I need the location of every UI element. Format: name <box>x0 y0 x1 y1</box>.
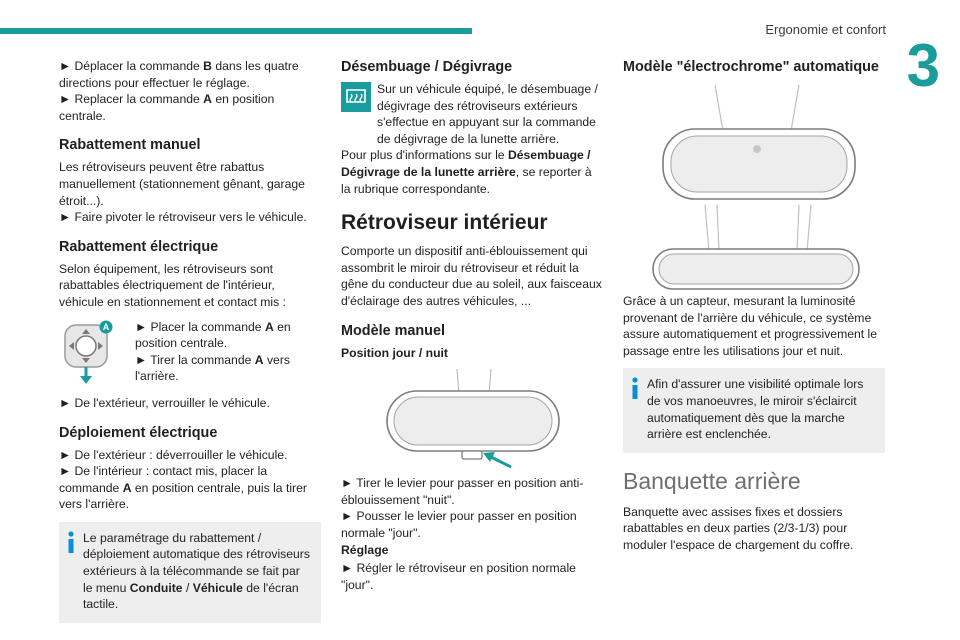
bullet-night: ► Tirer le levier pour passer en position anti-éblouissement "nuit". <box>341 475 603 508</box>
text-retroviseur-interieur: Comporte un dispositif anti-éblouissement qui assombrit le miroir du rétroviseur et réduit la gêne du conducteur due au soleil, aux faisceaux d'éclairage des autres véhicules, ... <box>341 244 602 308</box>
header-accent-bar <box>0 28 472 34</box>
manual-mirror-illustration <box>341 363 603 475</box>
rear-defrost-icon <box>341 82 371 112</box>
info-text-reverse: Afin d'assurer une visibilité optimale lors de vos manoeuvres, le miroir s'éclaircit automatiquement dès que la marche arrière est enclenchée. <box>647 377 864 442</box>
heading-deploiement-electrique: Déploiement électrique <box>59 424 218 441</box>
heading-banquette: Banquette arrière <box>623 467 801 494</box>
bullet-move-b: ► Déplacer la commande B dans les quatre directions pour effectuer le réglage. <box>59 58 321 91</box>
text-rabattement-manuel: Les rétroviseurs peuvent être rabattus manuellement (stationnement gênant, garage étroit...). <box>59 160 305 208</box>
bullet-pull-a: ► Tirer la commande A vers l'arrière. <box>135 352 321 385</box>
heading-rabattement-manuel: Rabattement manuel <box>59 137 201 154</box>
defrost-row <box>341 81 603 147</box>
mirror-control-row <box>59 319 321 385</box>
column-2 <box>341 58 603 593</box>
info-box-remote <box>59 522 321 623</box>
bullet-reglage: ► Régler le rétroviseur en position normale "jour". <box>341 560 603 593</box>
text-banquette: Banquette avec assises fixes et dossiers rabattables en deux parties (2/3-1/3) pour moduler l'espace de chargement du coffre. <box>623 504 854 552</box>
heading-electrochrome: Modèle "électrochrome" automatique <box>623 59 879 75</box>
section-title: Ergonomie et confort <box>765 22 886 37</box>
info-icon <box>67 531 75 553</box>
info-box-reverse <box>623 368 885 452</box>
heading-rabattement-electrique: Rabattement électrique <box>59 238 219 255</box>
bullet-center-a: ► Placer la commande A en position centrale. <box>135 319 321 352</box>
info-icon <box>631 377 639 399</box>
heading-retroviseur-interieur: Rétroviseur intérieur <box>341 211 548 235</box>
mirror-control-icon <box>59 319 125 385</box>
chapter-number: 3 <box>906 32 940 99</box>
bullet-day: ► Pousser le levier pour passer en position normale "jour". <box>341 508 603 541</box>
subheading-reglage: Réglage <box>341 542 389 557</box>
text-desembuage-more: Pour plus d'informations sur le Désembuage / Dégivrage de la lunette arrière, se reporter à la rubrique correspondante. <box>341 148 592 196</box>
bullet-pivot: ► Faire pivoter le rétroviseur vers le véhicule. <box>59 209 321 226</box>
text-desembuage: Sur un véhicule équipé, le désembuage / dégivrage des rétroviseurs extérieurs s'effectue en appuyant sur la commande de dégivrage de la lunette arrière. <box>377 82 598 146</box>
bullet-unlock: ► De l'extérieur : déverrouiller le véhicule. <box>59 447 321 464</box>
bullet-reset-a: ► Replacer la commande A en position centrale. <box>59 91 321 124</box>
heading-modele-manuel: Modèle manuel <box>341 322 445 339</box>
heading-desembuage: Désembuage / Dégivrage <box>341 59 513 75</box>
subheading-jour-nuit: Position jour / nuit <box>341 345 448 360</box>
bullet-inside-a: ► De l'intérieur : contact mis, placer la commande A en position centrale, puis la tirer vers l'arrière. <box>59 463 321 513</box>
text-rabattement-electrique: Selon équipement, les rétroviseurs sont rabattables électriquement de l'intérieur, véhicule en stationnement et contact mis : <box>59 261 286 309</box>
info-text-remote: Le paramétrage du rabattement / déploiement automatique des rétroviseurs extérieurs à la télécommande se fait par le menu Conduite / Véhicule de l'écran tactile. <box>83 530 310 612</box>
column-1 <box>59 58 321 623</box>
text-electrochrome: Grâce à un capteur, mesurant la luminosité provenant de l'arrière du véhicule, ce système assure automatiquement et progressivement le passage entre les utilisations jour et nuit. <box>623 294 878 358</box>
column-3 <box>623 58 885 554</box>
electrochrome-mirror-illustration <box>623 81 885 293</box>
label-a-badge: A <box>102 321 110 332</box>
bullet-lock-outside: ► De l'extérieur, verrouiller le véhicule. <box>59 395 321 412</box>
